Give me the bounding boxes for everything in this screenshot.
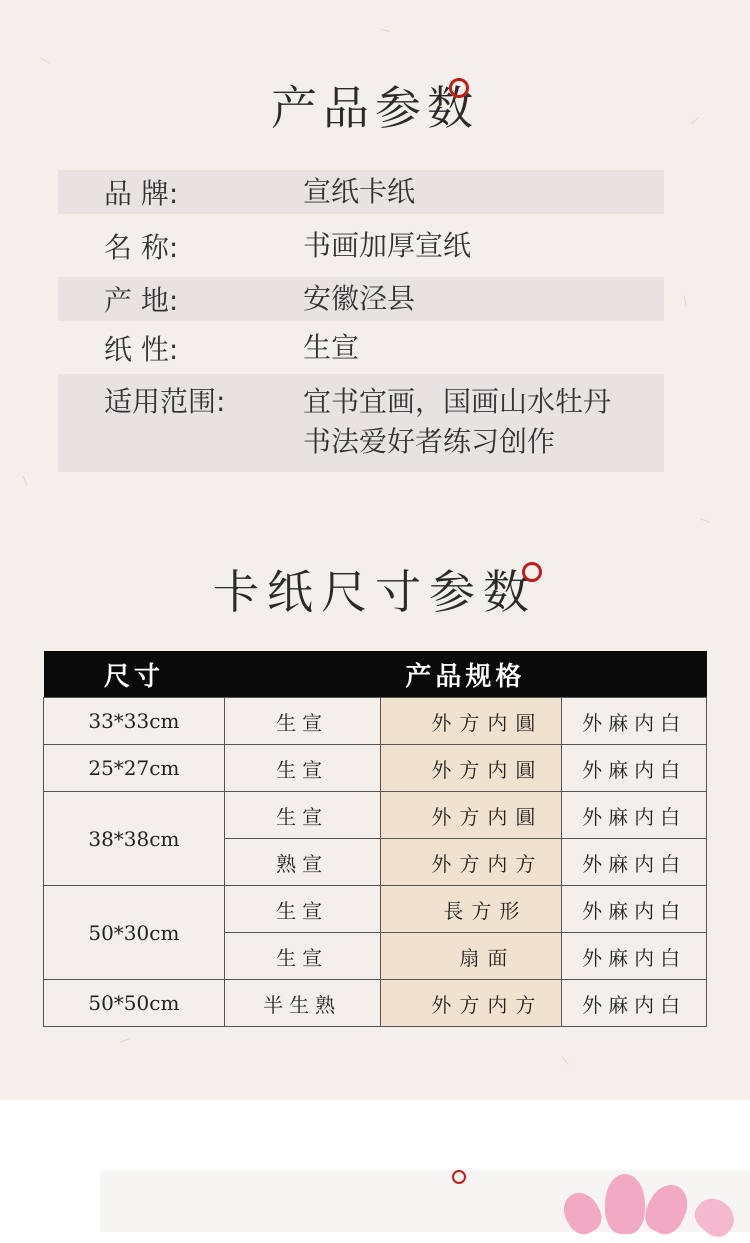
param-value-line2: 书法爱好者练习创作 [303,425,556,458]
cell-color: 外麻内白 [562,980,707,1027]
cell-size: 50*30cm [44,886,225,980]
param-value: 安徽泾县 [303,282,416,315]
cell-color: 外麻内白 [562,792,707,839]
cell-paper-type: 半生熟 [224,980,380,1027]
cell-shape: 長方形 [380,886,562,933]
cell-paper-type: 生宣 [224,886,380,933]
cell-shape: 扇面 [380,933,562,980]
cell-shape: 外方内圓 [380,792,562,839]
cell-paper-type: 生宣 [224,792,380,839]
lotus-petal [605,1174,645,1234]
cell-shape: 外方内圓 [380,698,562,745]
param-row-origin [58,277,664,321]
cell-paper-type: 生宣 [224,698,380,745]
cell-size: 25*27cm [44,745,225,792]
param-value: 宜书宜画，国画山水牡丹 [303,385,612,418]
table-row [44,745,707,792]
cell-color: 外麻内白 [562,698,707,745]
cell-shape: 外方内方 [380,980,562,1027]
param-value: 宣纸卡纸 [303,175,416,208]
param-value-group [303,382,664,472]
cell-color: 外麻内白 [562,933,707,980]
lotus-petal [639,1178,695,1239]
param-row-usage [58,374,664,472]
cell-size: 50*50cm [44,980,225,1027]
cell-shape: 外方内方 [380,839,562,886]
lotus-banner [100,1170,750,1232]
cell-paper-type: 生宣 [224,933,380,980]
table-row [44,698,707,745]
header-spec: 产品规格 [224,651,706,698]
product-params-title: 产品参数 [271,81,479,135]
table-row [44,886,707,933]
cell-paper-type: 生宣 [224,745,380,792]
red-seal-icon [452,1170,466,1184]
cell-paper-type: 熟宣 [224,839,380,886]
param-label: 名 称: [104,230,179,264]
size-params-title: 卡纸尺寸参数 [213,565,537,619]
param-label: 产 地: [104,284,179,317]
param-label: 适用范围: [104,385,226,418]
lotus-petal [689,1191,741,1243]
cell-color: 外麻内白 [562,745,707,792]
product-params-list [58,170,664,472]
red-seal-icon [522,562,542,582]
size-spec-table [43,651,707,1027]
header-size: 尺寸 [44,651,225,698]
table-row [44,792,707,839]
param-value: 书画加厚宣纸 [303,228,472,262]
cell-color: 外麻内白 [562,839,707,886]
param-value: 生宣 [303,330,360,364]
cell-shape: 外方内圓 [380,745,562,792]
red-seal-icon [449,78,469,98]
cell-size: 33*33cm [44,698,225,745]
param-row-name [58,214,664,277]
param-label: 纸 性: [104,332,179,366]
param-row-paper-type [58,321,664,374]
table-row [44,980,707,1027]
cell-size: 38*38cm [44,792,225,886]
table-header-row [44,651,707,698]
param-label: 品 牌: [104,177,179,210]
cell-color: 外麻内白 [562,886,707,933]
param-row-brand [58,170,664,214]
